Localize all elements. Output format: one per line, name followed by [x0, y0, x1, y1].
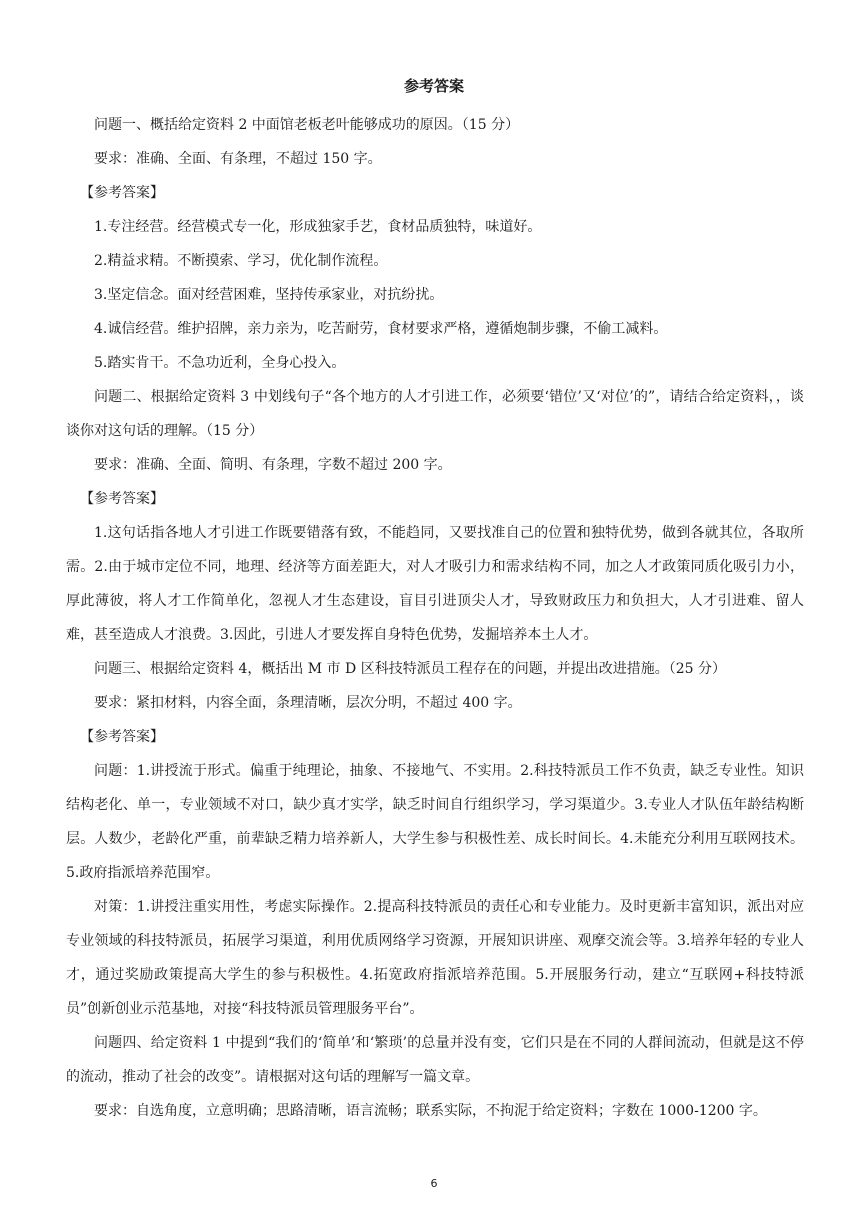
question-3-text: 问题三、根据给定资料 4，概括出 M 市 D 区科技特派员工程存在的问题，并提出改进措施。（25 分） — [94, 661, 726, 677]
question-2-text: 问题二、根据给定资料 3 中划线句子“各个地方的人才引进工作，必须要‘错位’又‘对位’的”，请结合给定资料，，谈谈你对这句话的理解。（15 分） — [66, 389, 804, 439]
answer-1-point-1: 1.专注经营。经营模式专一化，形成独家手艺，食材品质独特，味道好。 — [94, 219, 542, 235]
answer-3-problems: 问题：1.讲授流于形式。偏重于纯理论，抽象、不接地气、不实用。2.科技特派员工作不负责，缺乏专业性。知识结构老化、单一，专业领域不对口，缺少真才实学，缺乏时间自行组织学习，学习渠道少。3.专业人才队伍年龄结构断层。人数少，老龄化严重，前辈缺乏精力培养新人，大学生参与积极性差、成长时间长。4.未能充分利用互联网技术。5.政府指派培养范围窄。 — [66, 763, 804, 881]
question-3-requirement: 要求：紧扣材料，内容全面，条理清晰，层次分明，不超过 400 字。 — [94, 695, 522, 711]
page-number: 6 — [430, 1177, 438, 1190]
answer-2-heading: 【参考答案】 — [80, 491, 164, 507]
answer-2-body: 1.这句话指各地人才引进工作既要错落有致，不能趋同，又要找准自己的位置和独特优势，做到各就其位，各取所需。2.由于城市定位不同，地理、经济等方面差距大，对人才吸引力和需求结构不同，加之人才政策同质化吸引力小，厚此薄彼，将人才工作简单化，忽视人才生态建设，盲目引进顶尖人才，导致财政压力和负担大，人才引进难、留人难，甚至造成人才浪费。3.因此，引进人才要发挥自身特色优势，发掘培养本土人才。 — [66, 525, 804, 643]
answer-1-point-4: 4.诚信经营。维护招牌，亲力亲为，吃苦耐劳，食材要求严格，遵循炮制步骤，不偷工减料。 — [94, 321, 668, 337]
question-4-text: 问题四、给定资料 1 中提到“我们的‘简单’和‘繁琐’的总量并没有变，它们只是在不同的人群间流动，但就是这不停的流动，推动了社会的改变”。请根据对这句话的理解写一篇文章。 — [66, 1035, 804, 1085]
question-4-requirement: 要求：自选角度，立意明确；思路清晰，语言流畅；联系实际，不拘泥于给定资料；字数在 1000-1200 字。 — [94, 1103, 767, 1119]
document-body — [66, 108, 804, 1128]
answer-1-point-3: 3.坚定信念。面对经营困难，坚持传承家业，对抗纷扰。 — [94, 287, 444, 303]
question-1-text: 问题一、概括给定资料 2 中面馆老板老叶能够成功的原因。（15 分） — [94, 117, 520, 133]
answer-1-heading: 【参考答案】 — [80, 185, 164, 201]
answer-3-heading: 【参考答案】 — [80, 729, 164, 745]
answer-1-point-2: 2.精益求精。不断摸索、学习，优化制作流程。 — [94, 253, 388, 269]
question-2-requirement: 要求：准确、全面、简明、有条理，字数不超过 200 字。 — [94, 457, 452, 473]
question-1-requirement: 要求：准确、全面、有条理，不超过 150 字。 — [94, 151, 382, 167]
document-title: 参考答案 — [403, 77, 464, 95]
answer-1-point-5: 5.踏实肯干。不急功近利，全身心投入。 — [94, 355, 346, 371]
answer-3-measures: 对策：1.讲授注重实用性，考虑实际操作。2.提高科技特派员的责任心和专业能力。及时更新丰富知识，派出对应专业领域的科技特派员，拓展学习渠道，利用优质网络学习资源，开展知识讲座、观摩交流会等。3.培养年轻的专业人才，通过奖励政策提高大学生的参与积极性。4.拓宽政府指派培养范围。5.开展服务行动，建立“互联网+科技特派员”创新创业示范基地，对接“科技特派员管理服务平台”。 — [66, 899, 804, 1017]
